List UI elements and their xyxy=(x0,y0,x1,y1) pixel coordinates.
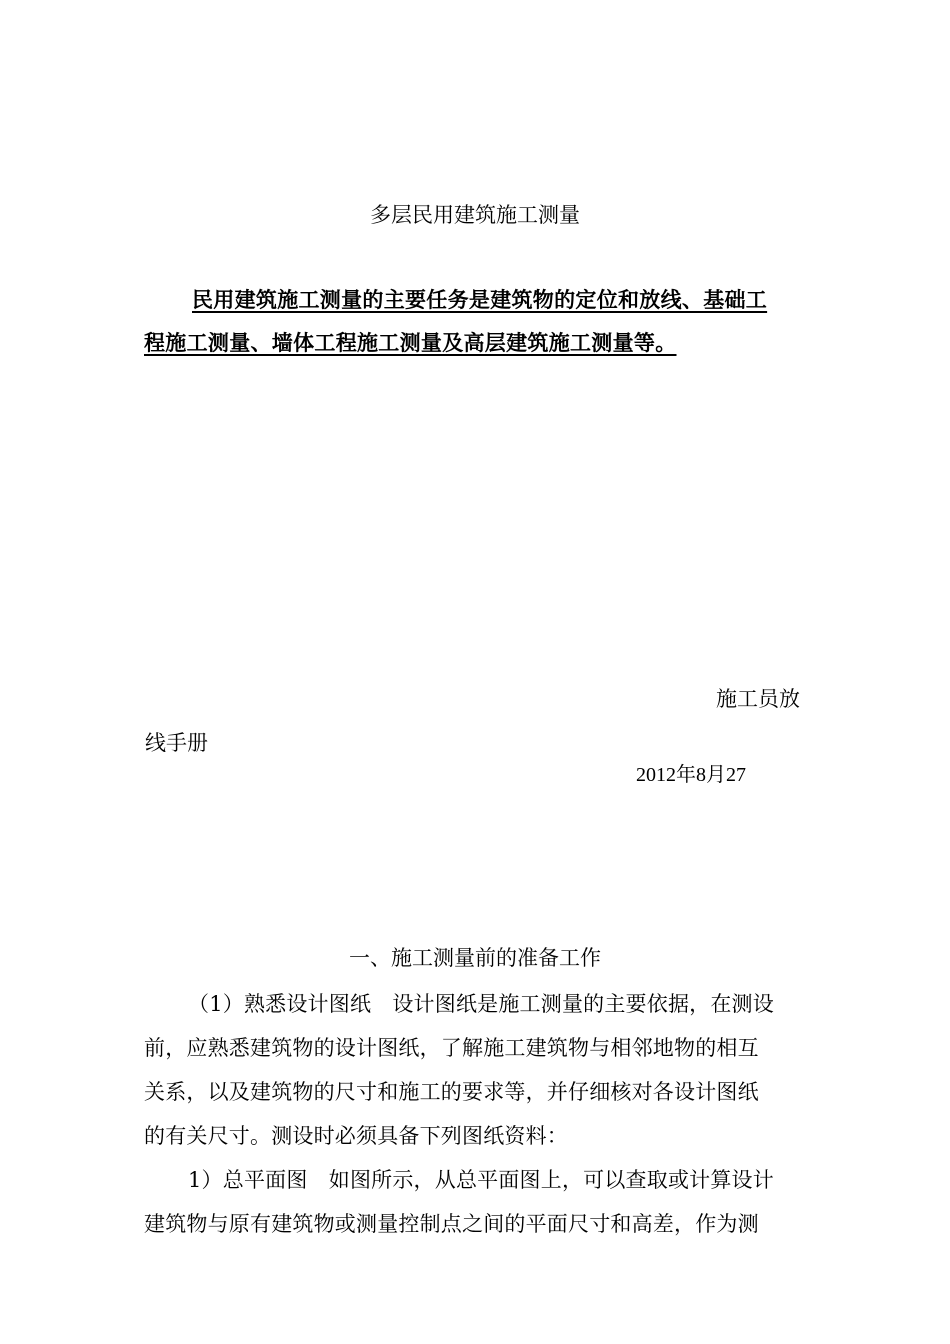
paragraph-1-line-2: 前，应熟悉建筑物的设计图纸，了解施工建筑物与相邻地物的相互 xyxy=(144,1036,759,1060)
abstract-line-2: 程施工测量、墙体工程施工测量及高层建筑施工测量等。 xyxy=(144,330,677,355)
abstract-line-1: 民用建筑施工测量的主要任务是建筑物的定位和放线、基础工 xyxy=(192,287,768,312)
document-date: 2012年8月27 xyxy=(636,764,746,786)
paragraph-1 xyxy=(144,982,808,1158)
paragraph-2 xyxy=(144,1158,808,1246)
document-title: 多层民用建筑施工测量 xyxy=(370,203,580,227)
body-text xyxy=(144,982,808,1246)
paragraph-2-line-2: 建筑物与原有建筑物或测量控制点之间的平面尺寸和高差，作为测 xyxy=(144,1212,759,1236)
author-line-1: 施工员放 xyxy=(716,687,800,711)
paragraph-1-line-1: （1）熟悉设计图纸 设计图纸是施工测量的主要依据，在测设 xyxy=(188,992,774,1016)
section-heading: 一、施工测量前的准备工作 xyxy=(349,946,601,970)
paragraph-1-line-4: 的有关尺寸。测设时必须具备下列图纸资料： xyxy=(144,1124,568,1148)
paragraph-1-line-3: 关系，以及建筑物的尺寸和施工的要求等，并仔细核对各设计图纸 xyxy=(144,1080,759,1104)
author-line-2: 线手册 xyxy=(145,731,208,755)
abstract-paragraph xyxy=(144,278,814,364)
paragraph-2-line-1: 1）总平面图 如图所示，从总平面图上，可以查取或计算设计 xyxy=(188,1168,774,1192)
